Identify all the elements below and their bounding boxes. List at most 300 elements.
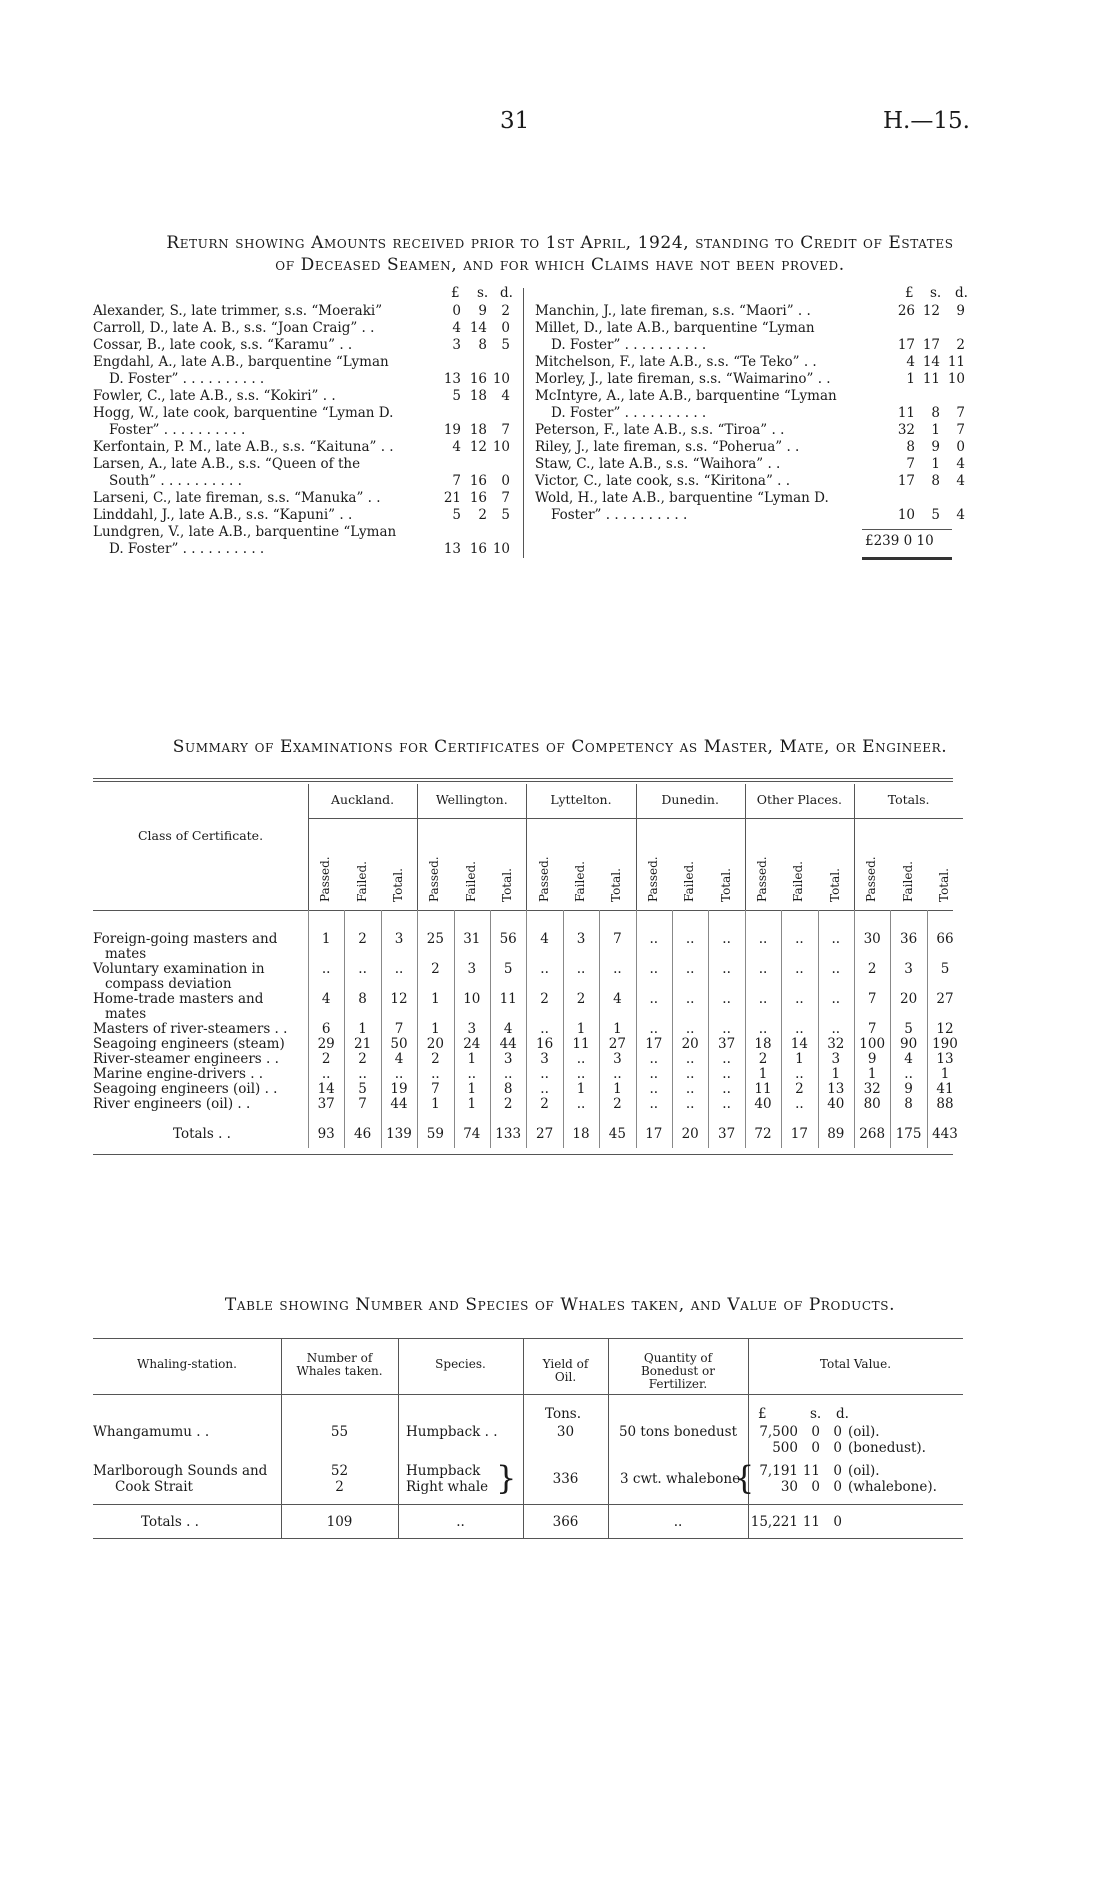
exam-cell: 8 <box>904 1096 913 1112</box>
value-shillings: 0 <box>811 1479 820 1495</box>
estate-amount-pounds: 32 <box>897 422 915 438</box>
estate-amount-shillings: 11 <box>922 371 940 387</box>
estate-name: D. Foster” . . . . . . . . . . <box>109 371 265 387</box>
exam-cell: 16 <box>535 1036 554 1052</box>
value-pounds: 30 <box>780 1479 798 1495</box>
exam-cell: .. <box>722 931 731 947</box>
exam-cell: .. <box>722 1051 731 1067</box>
exam-cell: 44 <box>390 1096 408 1112</box>
exam-cell: 11 <box>499 991 517 1007</box>
exam-cell: .. <box>321 961 331 977</box>
column-divider <box>523 288 524 558</box>
sub-header: Failed. <box>463 861 478 902</box>
estate-row <box>93 354 433 371</box>
estate-amount-pounds: 7 <box>452 473 461 489</box>
estates-title-line-2: of Deceased Seamen, and for which Claims have not been proved. <box>275 255 845 275</box>
sub-header: Failed. <box>573 861 587 902</box>
sub-header: Failed. <box>682 861 697 902</box>
exam-cell: 1 <box>576 1081 586 1097</box>
exam-cell: .. <box>758 931 768 947</box>
station-name: Whangamumu . . <box>93 1424 210 1440</box>
estate-name: Lundgren, V., late A.B., barquentine “Lyman <box>93 524 397 540</box>
exam-cell: 11 <box>754 1081 772 1097</box>
estate-row <box>535 422 965 439</box>
exam-cell: 2 <box>613 1096 622 1112</box>
exam-cell: 8 <box>503 1081 513 1097</box>
exam-cell: 2 <box>758 1051 768 1067</box>
exam-row-label: Masters of river-steamers . . <box>93 1021 288 1037</box>
whales-money-header: £ <box>758 1406 767 1422</box>
exam-cell: 2 <box>867 961 877 977</box>
estate-amount-shillings: 9 <box>931 439 940 455</box>
exam-cell: .. <box>722 961 731 977</box>
exam-cell: 10 <box>463 991 481 1007</box>
totals-cell: 175 <box>895 1126 922 1142</box>
whales-header-cell: Number of Whales taken. <box>296 1351 383 1378</box>
totals-cell: 17 <box>645 1126 663 1142</box>
exam-cell: 66 <box>936 931 954 947</box>
sub-header: Total. <box>609 868 624 902</box>
value-pounds: 500 <box>772 1440 798 1456</box>
estate-name: D. Foster” . . . . . . . . . . <box>551 405 707 421</box>
totals-cell: 46 <box>353 1126 372 1142</box>
estate-amount-pounds: 4 <box>906 354 915 370</box>
estate-amount-pence: 5 <box>501 507 510 523</box>
totals-cell: 133 <box>495 1126 522 1142</box>
whales-header-cell: Total Value. <box>819 1357 892 1371</box>
exam-row-label-cont: compass deviation <box>105 976 232 992</box>
column-rule <box>708 910 709 1148</box>
whales-bottom-rule <box>93 1538 963 1539</box>
exam-cell: .. <box>722 1066 731 1082</box>
exam-cell: 3 <box>503 1051 513 1067</box>
estate-name: Wold, H., late A.B., barquentine “Lyman D. <box>535 490 829 506</box>
total-rule-top <box>862 529 952 530</box>
exam-cell: .. <box>649 1081 659 1097</box>
exam-cell: 1 <box>431 1021 440 1037</box>
estate-name: Mitchelson, F., late A.B., s.s. “Te Teko” . . <box>535 354 817 370</box>
exam-cell: 14 <box>317 1081 335 1097</box>
totals-cell: 443 <box>932 1126 958 1142</box>
estate-amount-pounds: 1 <box>906 371 915 387</box>
estate-row <box>93 405 433 422</box>
exam-row-label-cont: mates <box>105 1006 147 1022</box>
exam-cell: 190 <box>932 1036 958 1052</box>
exam-cell: 44 <box>499 1036 517 1052</box>
value-pence: 0 <box>833 1514 842 1530</box>
sub-header: Total. <box>827 868 842 902</box>
estate-row <box>535 303 965 320</box>
exam-cell: 88 <box>936 1096 954 1112</box>
brace-icon: } <box>496 1459 517 1497</box>
money-header-cell: £ <box>905 285 914 301</box>
value-shillings: 11 <box>802 1514 820 1530</box>
group-underline <box>417 818 526 819</box>
exam-cell: .. <box>576 1051 586 1067</box>
exam-cell: .. <box>722 1096 731 1112</box>
exam-cell: 30 <box>863 931 881 947</box>
estate-name: Hogg, W., late cook, barquentine “Lyman D. <box>93 405 394 421</box>
whales-top-rule <box>93 1338 963 1339</box>
estate-name: Peterson, F., late A.B., s.s. “Tiroa” . . <box>535 422 785 438</box>
exam-cell: .. <box>795 961 804 977</box>
species: Humpback . . <box>406 1424 498 1440</box>
estate-amount-pence: 7 <box>956 405 965 421</box>
exam-cell: 7 <box>613 931 622 947</box>
estate-amount-pence: 0 <box>501 320 510 336</box>
exam-cell: .. <box>685 1051 695 1067</box>
estate-amount-pounds: 21 <box>443 490 461 506</box>
exam-cell: 27 <box>936 991 954 1007</box>
exam-cell: .. <box>685 1096 695 1112</box>
money-header <box>535 285 968 303</box>
estate-amount-pounds: 17 <box>897 337 915 353</box>
exam-cell: .. <box>540 961 549 977</box>
value-note: (bonedust). <box>848 1440 926 1456</box>
exam-cell: 1 <box>795 1051 804 1067</box>
estate-amount-shillings: 1 <box>931 456 940 472</box>
column-rule <box>927 910 928 1148</box>
estate-name: Foster” . . . . . . . . . . <box>109 422 246 438</box>
value-shillings: 0 <box>811 1440 820 1456</box>
estate-row <box>535 337 965 354</box>
sub-header: Total. <box>500 868 515 902</box>
exam-row-label: Seagoing engineers (oil) . . <box>93 1081 278 1097</box>
column-rule <box>563 910 564 1148</box>
estates-total: £239 0 10 <box>865 533 934 549</box>
totals-cell: 93 <box>317 1126 335 1142</box>
exam-cell: 5 <box>940 961 950 977</box>
estate-amount-pence: 4 <box>501 388 510 404</box>
total-double-rule <box>862 557 952 560</box>
estate-row <box>535 507 965 524</box>
whales-totals-rule <box>93 1504 963 1505</box>
exam-cell: 4 <box>503 1021 513 1037</box>
table-top-rule <box>93 778 953 779</box>
whales-header-rule <box>93 1394 963 1395</box>
totals-cell: 72 <box>754 1126 772 1142</box>
exam-cell: 14 <box>790 1036 808 1052</box>
exam-cell: .. <box>795 931 804 947</box>
column-rule <box>490 910 491 1148</box>
exam-cell: 1 <box>940 1066 950 1082</box>
estate-amount-pounds: 19 <box>443 422 461 438</box>
exam-cell: .. <box>685 1066 695 1082</box>
estate-row <box>93 490 510 507</box>
exam-cell: .. <box>831 991 841 1007</box>
column-rule <box>890 910 891 1148</box>
column-rule <box>308 910 309 1148</box>
document-reference: H.—15. <box>883 108 970 134</box>
exam-cell: 2 <box>431 961 440 977</box>
exam-cell: 36 <box>899 931 918 947</box>
whales-totals-bonedust: .. <box>673 1514 683 1530</box>
exam-cell: 80 <box>863 1096 881 1112</box>
exam-cell: 56 <box>499 931 517 947</box>
exam-cell: 50 <box>390 1036 408 1052</box>
estate-row <box>535 371 965 388</box>
sub-header: Passed. <box>318 856 333 902</box>
exam-cell: 40 <box>754 1096 772 1112</box>
exam-cell: 100 <box>859 1036 886 1052</box>
group-header: Totals. <box>887 792 930 807</box>
estate-name: Victor, C., late cook, s.s. “Kiritona” . . <box>535 473 791 489</box>
money-header-cell: s. <box>930 285 942 301</box>
exam-cell: .. <box>722 1021 731 1037</box>
exam-cell: 6 <box>321 1021 331 1037</box>
estate-amount-shillings: 2 <box>478 507 487 523</box>
estate-amount-shillings: 12 <box>922 303 940 319</box>
bonedust: 50 tons bonedust <box>618 1424 738 1440</box>
value-note: (oil). <box>848 1424 880 1440</box>
whales-number: 52 <box>330 1463 349 1479</box>
exam-cell: 32 <box>863 1081 881 1097</box>
exam-cell: 2 <box>540 1096 549 1112</box>
exam-cell: 24 <box>463 1036 481 1052</box>
class-of-certificate-header: Class of Certificate. <box>137 828 264 843</box>
whales-totals-yield: 366 <box>552 1514 579 1530</box>
exam-cell: 1 <box>613 1081 622 1097</box>
estate-row <box>93 303 510 320</box>
estate-amount-pence: 5 <box>501 337 510 353</box>
exam-cell: .. <box>722 991 731 1007</box>
column-rule <box>454 910 455 1148</box>
estate-row <box>93 473 510 490</box>
value-shillings: 11 <box>802 1463 820 1479</box>
estate-amount-shillings: 16 <box>469 541 487 557</box>
estate-name: Linddahl, J., late A.B., s.s. “Kapuni” . . <box>93 507 353 523</box>
header-bottom-rule <box>93 910 953 911</box>
group-underline <box>854 818 963 819</box>
estate-row <box>93 320 510 337</box>
exam-cell: 31 <box>463 931 481 947</box>
estate-row <box>93 439 510 456</box>
exam-cell: .. <box>576 1096 586 1112</box>
estate-amount-pence: 0 <box>956 439 965 455</box>
estate-amount-shillings: 17 <box>922 337 940 353</box>
estate-row <box>93 507 510 524</box>
estates-left-column <box>93 285 513 558</box>
estate-name: Carroll, D., late A. B., s.s. “Joan Craig” . . <box>93 320 375 336</box>
value-pence: 0 <box>833 1424 842 1440</box>
estate-amount-pence: 7 <box>501 490 510 506</box>
estate-row <box>93 456 433 473</box>
exam-cell: 13 <box>936 1051 954 1067</box>
sub-header: Passed. <box>427 856 442 902</box>
whales-number: 2 <box>335 1479 344 1495</box>
totals-cell: 45 <box>608 1126 626 1142</box>
money-header <box>93 285 513 303</box>
sub-header: Total. <box>718 868 733 902</box>
exam-cell: .. <box>540 1081 549 1097</box>
estate-amount-pounds: 5 <box>452 388 461 404</box>
exam-cell: 3 <box>540 1051 549 1067</box>
estate-amount-pence: 2 <box>956 337 965 353</box>
exam-cell: 2 <box>576 991 586 1007</box>
value-pence: 0 <box>833 1463 842 1479</box>
exam-cell: 3 <box>394 931 404 947</box>
exam-cell: 3 <box>467 1021 477 1037</box>
whales-money-header: d. <box>836 1406 849 1422</box>
estate-amount-pence: 10 <box>947 371 965 387</box>
exam-cell: .. <box>795 1096 804 1112</box>
exam-cell: 1 <box>467 1096 477 1112</box>
estate-name: Staw, C., late A.B., s.s. “Waihora” . . <box>535 456 781 472</box>
sub-header: Passed. <box>755 856 769 902</box>
exam-cell: .. <box>685 1081 695 1097</box>
estate-row <box>535 456 965 473</box>
value-pence: 0 <box>833 1479 842 1495</box>
estate-amount-shillings: 8 <box>931 473 940 489</box>
estate-amount-pounds: 26 <box>897 303 915 319</box>
exam-cell: 37 <box>317 1096 335 1112</box>
whales-title: Table showing Number and Species of Whales taken, and Value of Products. <box>224 1295 896 1315</box>
estate-name: D. Foster” . . . . . . . . . . <box>109 541 265 557</box>
estate-row <box>535 405 965 422</box>
exam-cell: .. <box>503 1066 513 1082</box>
estate-amount-shillings: 8 <box>931 405 940 421</box>
exam-cell: 3 <box>831 1051 841 1067</box>
estate-amount-pence: 0 <box>501 473 510 489</box>
exam-cell: .. <box>613 961 622 977</box>
column-rule <box>636 910 637 1148</box>
column-rule <box>381 910 382 1148</box>
group-underline <box>308 818 417 819</box>
estate-amount-pence: 9 <box>956 303 965 319</box>
exam-cell: 40 <box>827 1096 845 1112</box>
column-rule <box>344 910 345 1148</box>
value-note: (oil). <box>848 1463 880 1479</box>
column-rule <box>781 910 782 1148</box>
estate-amount-pounds: 4 <box>452 439 461 455</box>
exam-cell: .. <box>685 961 695 977</box>
exam-cell: .. <box>831 931 841 947</box>
estate-amount-pounds: 11 <box>897 405 915 421</box>
sub-header: Failed. <box>791 861 806 902</box>
exam-cell: 18 <box>754 1036 772 1052</box>
exam-cell: 20 <box>681 1036 699 1052</box>
estates-title-line-1: Return showing Amounts received prior to 1st April, 1924, standing to Credit of Estates <box>166 233 954 253</box>
exam-cell: 7 <box>867 991 877 1007</box>
estate-row <box>535 490 950 507</box>
exam-cell: 17 <box>645 1036 663 1052</box>
estate-name: Fowler, C., late A.B., s.s. “Kokiri” . . <box>93 388 336 404</box>
totals-cell: 74 <box>463 1126 481 1142</box>
estate-name: Foster” . . . . . . . . . . <box>551 507 688 523</box>
estate-amount-shillings: 18 <box>469 422 487 438</box>
exam-cell: .. <box>649 931 659 947</box>
group-underline <box>745 818 854 819</box>
estate-amount-pence: 4 <box>956 456 965 472</box>
group-header: Dunedin. <box>661 792 719 807</box>
money-header-cell: d. <box>500 285 513 301</box>
exam-cell: .. <box>467 1066 477 1082</box>
exam-cell: 9 <box>904 1081 913 1097</box>
money-header-cell: s. <box>477 285 489 301</box>
estate-amount-shillings: 18 <box>469 388 487 404</box>
estate-name: Alexander, S., late trimmer, s.s. “Moeraki” <box>93 303 383 319</box>
estate-amount-shillings: 9 <box>478 303 487 319</box>
whales-header-cell: Whaling-station. <box>137 1357 237 1371</box>
estate-amount-shillings: 16 <box>469 371 487 387</box>
whales-money-header: s. <box>810 1406 822 1422</box>
exam-cell: 2 <box>503 1096 513 1112</box>
exam-cell: 11 <box>572 1036 590 1052</box>
exam-cell: 1 <box>867 1066 877 1082</box>
value-pence: 0 <box>833 1440 842 1456</box>
exam-cell: 5 <box>904 1021 913 1037</box>
exam-cell: 2 <box>540 991 549 1007</box>
exam-cell: 4 <box>613 991 622 1007</box>
totals-cell: 20 <box>681 1126 699 1142</box>
group-header: Lyttelton. <box>550 792 612 807</box>
estate-amount-shillings: 12 <box>469 439 487 455</box>
exam-cell: 2 <box>321 1051 331 1067</box>
whales-header-cell: Yield of Oil. <box>542 1357 589 1384</box>
exam-cell: 1 <box>831 1066 841 1082</box>
exams-title: Summary of Examinations for Certificates of Competency as Master, Mate, or Engineer. <box>172 737 948 757</box>
exam-cell: .. <box>904 1066 913 1082</box>
exam-cell: .. <box>649 1096 659 1112</box>
whales-header-cell: Quantity of Bonedust or Fertilizer. <box>640 1351 716 1391</box>
exam-cell: 7 <box>867 1021 877 1037</box>
exam-cell: .. <box>758 961 768 977</box>
totals-cell: 18 <box>572 1126 590 1142</box>
estate-name: Larsen, A., late A.B., s.s. “Queen of the <box>93 456 361 472</box>
exam-row-label: Home-trade masters and <box>93 991 264 1007</box>
exam-cell: 7 <box>358 1096 367 1112</box>
estate-name: Cossar, B., late cook, s.s. “Karamu” . . <box>93 337 353 353</box>
exam-cell: .. <box>795 991 804 1007</box>
estate-amount-pence: 2 <box>501 303 510 319</box>
sub-header: Passed. <box>645 856 660 902</box>
estate-amount-shillings: 16 <box>469 490 487 506</box>
estate-row <box>93 524 433 541</box>
sub-header: Total. <box>937 868 951 902</box>
exam-cell: 1 <box>321 931 331 947</box>
exam-cell: 5 <box>503 961 513 977</box>
exam-cell: 21 <box>353 1036 372 1052</box>
estate-row <box>93 371 510 388</box>
station-name-cont: Cook Strait <box>115 1479 193 1495</box>
exam-cell: .. <box>649 991 659 1007</box>
column-rule <box>818 910 819 1148</box>
estate-name: D. Foster” . . . . . . . . . . <box>551 337 707 353</box>
exam-row-label: Seagoing engineers (steam) <box>93 1036 285 1052</box>
estate-amount-shillings: 5 <box>931 507 940 523</box>
exam-cell: .. <box>649 1051 659 1067</box>
oil-yield: 30 <box>556 1424 575 1440</box>
exam-row-label: Voluntary examination in <box>93 961 265 977</box>
exam-cell: 4 <box>321 991 331 1007</box>
estate-row <box>535 439 965 456</box>
column-rule <box>854 910 855 1148</box>
exam-cell: .. <box>576 961 586 977</box>
exam-row-label-cont: mates <box>105 946 147 962</box>
exam-cell: .. <box>540 1066 549 1082</box>
page-number: 31 <box>500 108 530 134</box>
exam-cell: 2 <box>431 1051 440 1067</box>
exam-row-label: Foreign-going masters and <box>93 931 278 947</box>
estate-amount-shillings: 14 <box>922 354 940 370</box>
estate-row <box>535 354 965 371</box>
whales-totals-species: .. <box>456 1514 465 1530</box>
species: Humpback <box>406 1463 481 1479</box>
exam-cell: .. <box>649 1066 659 1082</box>
estate-amount-pence: 4 <box>956 473 965 489</box>
whales-number: 55 <box>330 1424 349 1440</box>
exam-cell: 13 <box>827 1081 845 1097</box>
